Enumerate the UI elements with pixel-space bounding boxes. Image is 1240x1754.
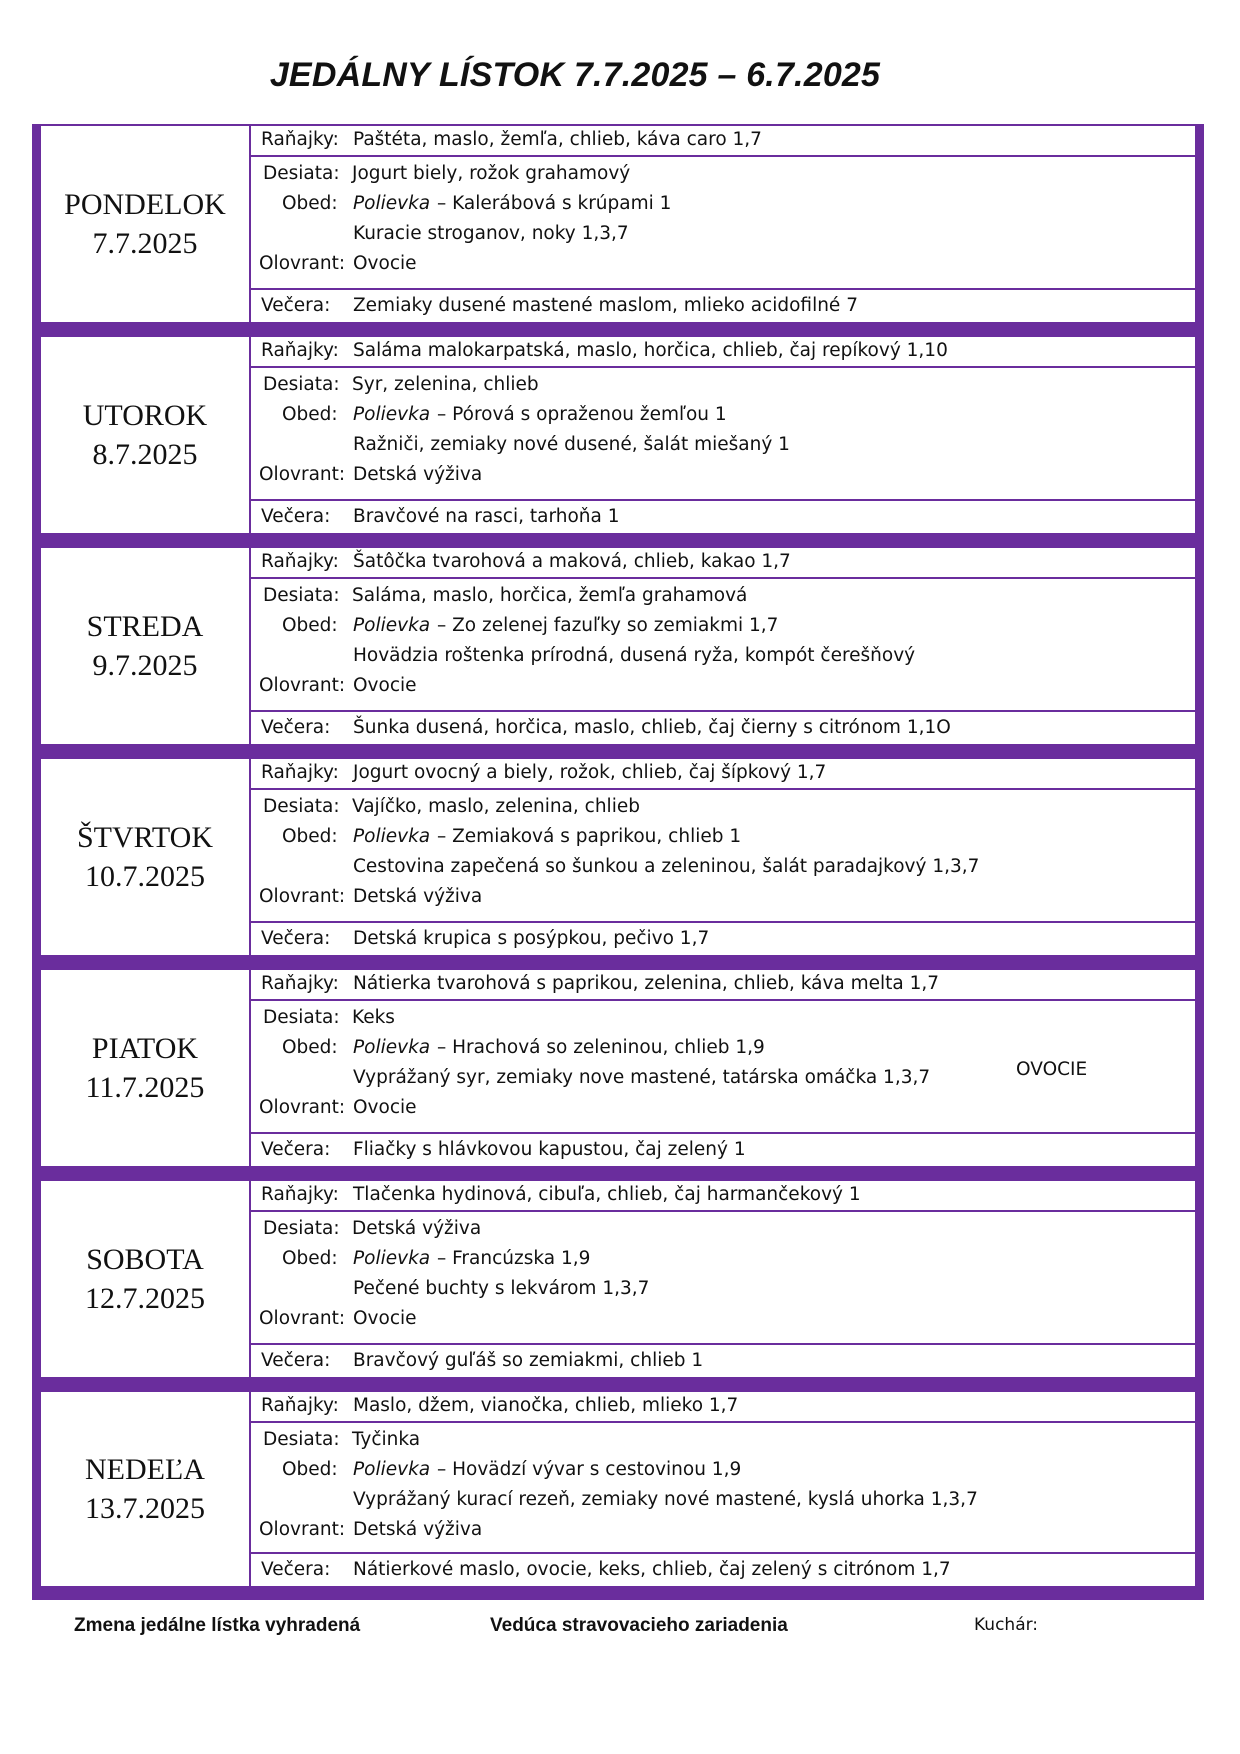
snack-label: Desiata: xyxy=(263,585,340,606)
snack-text: Tyčinka xyxy=(352,1429,421,1450)
snack-text: Keks xyxy=(352,1007,395,1028)
dinner-row xyxy=(251,710,1195,744)
dinner-text: Bravčové na rasci, tarhoňa 1 xyxy=(353,506,620,527)
breakfast-text: Tlačenka hydinová, cibuľa, chlieb, čaj harmančekový 1 xyxy=(353,1184,861,1205)
afternoon-text: Detská výživa xyxy=(353,464,483,485)
day-date: 12.7.2025 xyxy=(85,1282,205,1315)
soup-text: – Hovädzí vývar s cestovinou 1,9 xyxy=(437,1459,742,1480)
dinner-text: Detská krupica s posýpkou, pečivo 1,7 xyxy=(353,928,710,949)
day-name: NEDEĽA xyxy=(85,1453,205,1486)
lunch-label: Obed: xyxy=(282,826,338,847)
day-cell xyxy=(41,970,251,1166)
page-title: JEDÁLNY LÍSTOK 7.7.2025 – 6.7.2025 xyxy=(269,56,881,94)
dinner-text: Nátierkové maslo, ovocie, keks, chlieb, čaj zelený s citrónom 1,7 xyxy=(353,1559,951,1580)
day-block xyxy=(39,1390,1197,1588)
lunch-label: Obed: xyxy=(282,615,338,636)
day-cell xyxy=(41,1181,251,1377)
afternoon-text: Detská výživa xyxy=(353,1519,483,1540)
dinner-label: Večera: xyxy=(261,717,331,738)
day-cell xyxy=(41,548,251,744)
day-name: ŠTVRTOK xyxy=(77,821,213,854)
breakfast-text: Paštéta, maslo, žemľa, chlieb, káva caro 1,7 xyxy=(353,129,762,150)
breakfast-label: Raňajky: xyxy=(261,340,339,361)
soup-text: – Hrachová so zeleninou, chlieb 1,9 xyxy=(437,1037,765,1058)
snack-text: Vajíčko, maslo, zelenina, chlieb xyxy=(352,796,640,817)
main-dish-text: Hovädzia roštenka prírodná, dusená ryža, kompót čerešňový xyxy=(353,645,916,666)
meals-cell xyxy=(251,970,1195,1166)
day-date: 8.7.2025 xyxy=(92,438,198,471)
breakfast-label: Raňajky: xyxy=(261,762,339,783)
breakfast-label: Raňajky: xyxy=(261,1395,339,1416)
breakfast-label: Raňajky: xyxy=(261,973,339,994)
day-name: SOBOTA xyxy=(86,1243,204,1276)
dinner-label: Večera: xyxy=(261,1139,331,1160)
breakfast-text: Nátierka tvarohová s paprikou, zelenina, chlieb, káva melta 1,7 xyxy=(353,973,940,994)
soup-text: – Kalerábová s krúpami 1 xyxy=(437,193,672,214)
day-block xyxy=(39,968,1197,1168)
snack-text: Detská výživa xyxy=(352,1218,482,1239)
afternoon-text: Ovocie xyxy=(353,1097,417,1118)
dinner-row xyxy=(251,1132,1195,1166)
lunch-block xyxy=(251,1212,1195,1343)
dinner-text: Bravčový guľáš so zemiakmi, chlieb 1 xyxy=(353,1350,704,1371)
breakfast-row xyxy=(251,548,1195,579)
lunch-block xyxy=(251,1423,1195,1552)
meals-cell xyxy=(251,1392,1195,1586)
snack-label: Desiata: xyxy=(263,374,340,395)
breakfast-row xyxy=(251,1392,1195,1423)
day-date: 7.7.2025 xyxy=(92,227,198,260)
day-date: 13.7.2025 xyxy=(85,1492,205,1525)
dinner-label: Večera: xyxy=(261,928,331,949)
afternoon-text: Ovocie xyxy=(353,253,417,274)
lunch-block xyxy=(251,368,1195,499)
breakfast-text: Šatôčka tvarohová a maková, chlieb, kakao 1,7 xyxy=(353,551,791,572)
soup-label: Polievka xyxy=(353,193,431,214)
main-dish-text: Ražniči, zemiaky nové dusené, šalát miešaný 1 xyxy=(353,434,790,455)
lunch-block xyxy=(251,1001,1195,1132)
day-name: PIATOK xyxy=(91,1032,199,1065)
breakfast-row xyxy=(251,126,1195,157)
afternoon-label: Olovrant: xyxy=(259,886,346,907)
snack-text: Jogurt biely, rožok grahamový xyxy=(352,163,631,184)
lunch-block xyxy=(251,157,1195,288)
afternoon-text: Detská výživa xyxy=(353,886,483,907)
soup-text: – Zo zelenej fazuľky so zemiakmi 1,7 xyxy=(437,615,779,636)
main-dish-text: Pečené buchty s lekvárom 1,3,7 xyxy=(353,1278,650,1299)
day-block xyxy=(39,1179,1197,1379)
footer-cook: Kuchár: xyxy=(974,1615,1039,1635)
soup-label: Polievka xyxy=(353,615,431,636)
breakfast-label: Raňajky: xyxy=(261,551,339,572)
breakfast-row xyxy=(251,337,1195,368)
footer-note: Zmena jedálne lístka vyhradená xyxy=(74,1615,361,1636)
day-block xyxy=(39,546,1197,746)
breakfast-text: Maslo, džem, vianočka, chlieb, mlieko 1,7 xyxy=(353,1395,739,1416)
dinner-label: Večera: xyxy=(261,1350,331,1371)
dinner-row xyxy=(251,921,1195,955)
meals-cell xyxy=(251,548,1195,744)
lunch-label: Obed: xyxy=(282,1459,338,1480)
day-name: UTOROK xyxy=(82,399,208,432)
day-block xyxy=(39,335,1197,535)
day-block xyxy=(39,757,1197,957)
dinner-text: Zemiaky dusené mastené maslom, mlieko acidofilné 7 xyxy=(353,295,858,316)
lunch-label: Obed: xyxy=(282,1248,338,1269)
meals-cell xyxy=(251,337,1195,533)
dinner-row xyxy=(251,288,1195,322)
soup-label: Polievka xyxy=(353,1459,431,1480)
breakfast-text: Jogurt ovocný a biely, rožok, chlieb, čaj šípkový 1,7 xyxy=(353,762,827,783)
snack-label: Desiata: xyxy=(263,1429,340,1450)
lunch-label: Obed: xyxy=(282,404,338,425)
main-dish-text: Cestovina zapečená so šunkou a zeleninou, šalát paradajkový 1,3,7 xyxy=(353,856,980,877)
dinner-row xyxy=(251,1343,1195,1377)
main-dish-text: Kuracie stroganov, noky 1,3,7 xyxy=(353,223,629,244)
dinner-row xyxy=(251,1552,1195,1586)
day-date: 10.7.2025 xyxy=(85,860,205,893)
day-name: STREDA xyxy=(86,610,204,643)
afternoon-label: Olovrant: xyxy=(259,253,346,274)
footer-manager: Vedúca stravovacieho zariadenia xyxy=(490,1615,788,1636)
main-dish-text: Vyprážaný syr, zemiaky nove mastené, tatárska omáčka 1,3,7 xyxy=(353,1067,931,1088)
snack-label: Desiata: xyxy=(263,163,340,184)
breakfast-row xyxy=(251,970,1195,1001)
meals-cell xyxy=(251,1181,1195,1377)
soup-label: Polievka xyxy=(353,404,431,425)
afternoon-label: Olovrant: xyxy=(259,1519,346,1540)
day-cell xyxy=(41,337,251,533)
breakfast-label: Raňajky: xyxy=(261,129,339,150)
meals-cell xyxy=(251,759,1195,955)
day-cell xyxy=(41,126,251,322)
soup-label: Polievka xyxy=(353,826,431,847)
dinner-label: Večera: xyxy=(261,506,331,527)
lunch-label: Obed: xyxy=(282,1037,338,1058)
day-block xyxy=(39,124,1197,324)
breakfast-label: Raňajky: xyxy=(261,1184,339,1205)
soup-text: – Zemiaková s paprikou, chlieb 1 xyxy=(437,826,742,847)
breakfast-text: Saláma malokarpatská, maslo, horčica, chlieb, čaj repíkový 1,10 xyxy=(353,340,948,361)
afternoon-label: Olovrant: xyxy=(259,1097,346,1118)
breakfast-row xyxy=(251,1181,1195,1212)
soup-text: – Pórová s opraženou žemľou 1 xyxy=(437,404,727,425)
snack-label: Desiata: xyxy=(263,1007,340,1028)
breakfast-row xyxy=(251,759,1195,790)
afternoon-text: Ovocie xyxy=(353,675,417,696)
day-name: PONDELOK xyxy=(64,188,226,221)
snack-label: Desiata: xyxy=(263,796,340,817)
soup-text: – Francúzska 1,9 xyxy=(437,1248,591,1269)
day-cell xyxy=(41,1392,251,1586)
day-date: 11.7.2025 xyxy=(85,1071,205,1104)
soup-label: Polievka xyxy=(353,1248,431,1269)
snack-label: Desiata: xyxy=(263,1218,340,1239)
day-cell xyxy=(41,759,251,955)
dinner-text: Fliačky s hlávkovou kapustou, čaj zelený 1 xyxy=(353,1139,746,1160)
lunch-label: Obed: xyxy=(282,193,338,214)
main-dish-text: Vyprážaný kurací rezeň, zemiaky nové mastené, kyslá uhorka 1,3,7 xyxy=(353,1489,978,1510)
snack-text: Syr, zelenina, chlieb xyxy=(352,374,539,395)
extra-note: OVOCIE xyxy=(1016,1059,1088,1080)
lunch-block xyxy=(251,579,1195,710)
dinner-text: Šunka dusená, horčica, maslo, chlieb, čaj čierny s citrónom 1,1O xyxy=(353,717,951,738)
afternoon-label: Olovrant: xyxy=(259,1308,346,1329)
dinner-label: Večera: xyxy=(261,1559,331,1580)
meals-cell xyxy=(251,126,1195,322)
lunch-block xyxy=(251,790,1195,921)
snack-text: Saláma, maslo, horčica, žemľa grahamová xyxy=(352,585,748,606)
dinner-label: Večera: xyxy=(261,295,331,316)
menu-table xyxy=(32,124,1204,1600)
afternoon-text: Ovocie xyxy=(353,1308,417,1329)
afternoon-label: Olovrant: xyxy=(259,464,346,485)
day-date: 9.7.2025 xyxy=(92,649,198,682)
soup-label: Polievka xyxy=(353,1037,431,1058)
dinner-row xyxy=(251,499,1195,533)
afternoon-label: Olovrant: xyxy=(259,675,346,696)
